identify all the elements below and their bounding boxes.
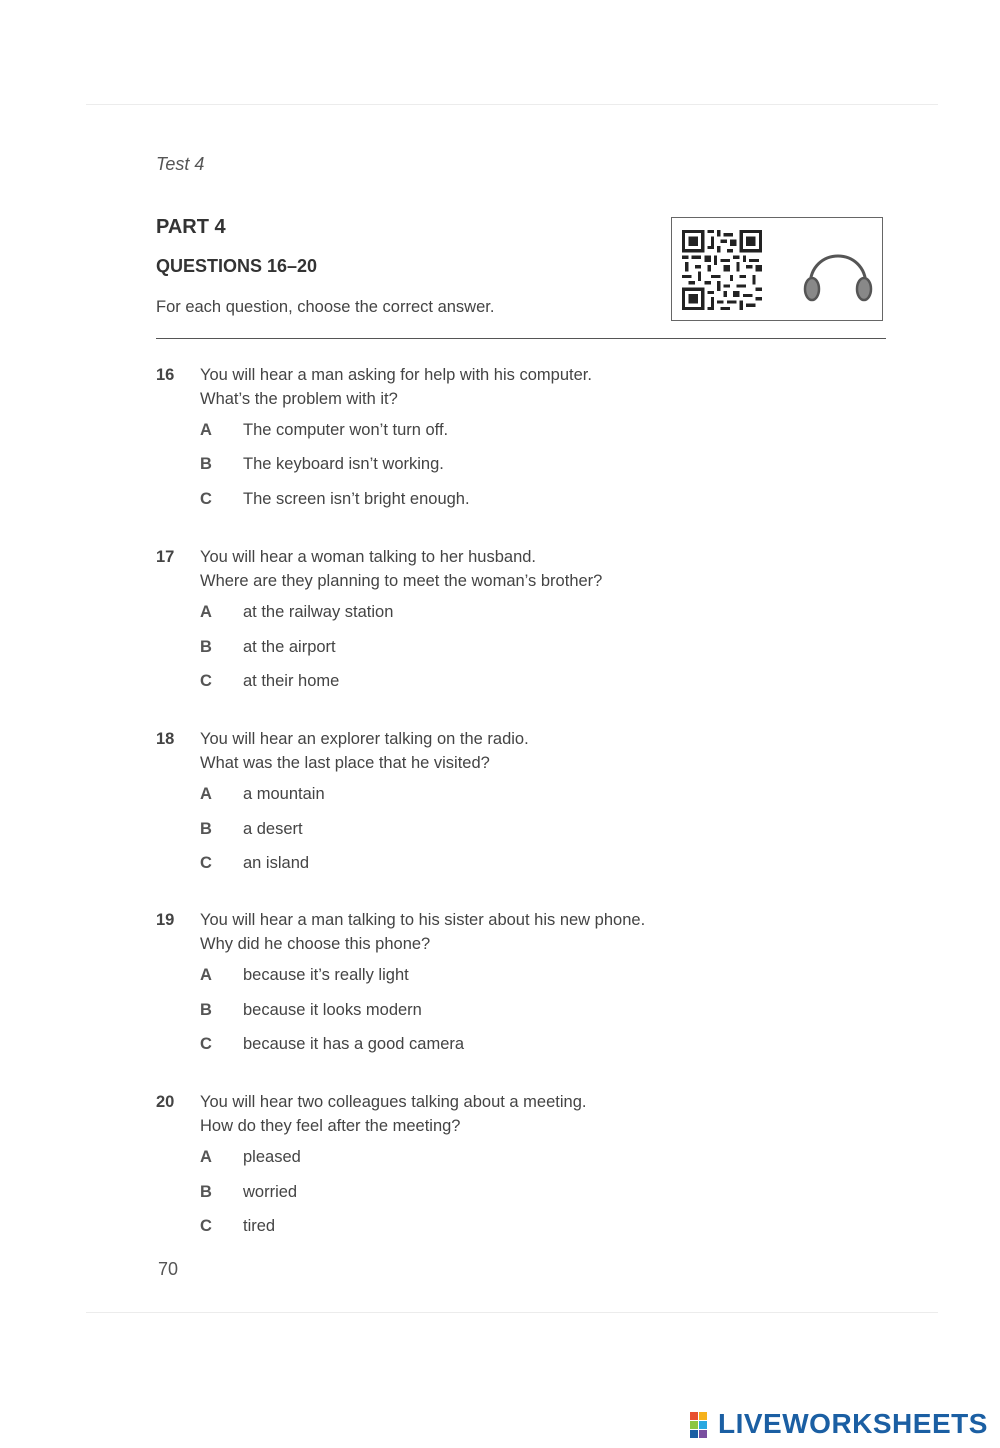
option-letter: C [200, 672, 212, 690]
question-number: 20 [156, 1093, 175, 1111]
option-letter: B [200, 820, 212, 838]
top-edge-rule [86, 104, 938, 105]
option-text: at their home [243, 672, 340, 690]
option-letter: A [200, 785, 212, 803]
option-letter: B [200, 1001, 212, 1019]
audio-box [671, 217, 883, 321]
liveworksheets-logo-icon [690, 1412, 716, 1438]
header-divider [156, 338, 886, 339]
question-context: You will hear a man asking for help with his computer. [200, 366, 592, 384]
option-text: a mountain [243, 785, 325, 803]
question-context: You will hear a woman talking to her husband. [200, 548, 537, 566]
option-text: pleased [243, 1148, 301, 1166]
option-text: at the airport [243, 638, 336, 656]
option-text: The screen isn’t bright enough. [243, 490, 470, 508]
question-prompt: Why did he choose this phone? [200, 935, 431, 953]
option-text: because it has a good camera [243, 1035, 465, 1053]
option-letter: C [200, 854, 212, 872]
question-prompt: How do they feel after the meeting? [200, 1117, 461, 1135]
option-letter: A [200, 421, 212, 439]
option-letter: A [200, 1148, 212, 1166]
question-prompt: What was the last place that he visited? [200, 754, 490, 772]
option-text: at the railway station [243, 603, 394, 621]
option-text: because it’s really light [243, 966, 409, 984]
question-context: You will hear two colleagues talking about a meeting. [200, 1093, 587, 1111]
question-number: 16 [156, 366, 175, 384]
option-letter: A [200, 603, 212, 621]
questions-title: QUESTIONS 16–20 [156, 256, 318, 276]
option-text: tired [243, 1217, 276, 1235]
option-letter: C [200, 490, 212, 508]
option-text: because it looks modern [243, 1001, 422, 1019]
test-label: Test 4 [156, 154, 205, 174]
bottom-edge-rule [86, 1312, 938, 1313]
instruction-text: For each question, choose the correct answer. [156, 298, 495, 316]
question-number: 17 [156, 548, 175, 566]
page-number: 70 [158, 1259, 179, 1279]
option-text: a desert [243, 820, 303, 838]
option-letter: B [200, 1183, 212, 1201]
option-letter: B [200, 455, 212, 473]
brand-name: LIVEWORKSHEETS [718, 1408, 988, 1439]
option-letter: B [200, 638, 212, 656]
question-number: 19 [156, 911, 175, 929]
headphones-icon [800, 238, 876, 306]
question-context: You will hear a man talking to his sister about his new phone. [200, 911, 646, 929]
part-title: PART 4 [156, 216, 226, 238]
option-letter: C [200, 1035, 212, 1053]
option-letter: C [200, 1217, 212, 1235]
option-text: The computer won’t turn off. [243, 421, 449, 439]
qr-code-icon[interactable] [682, 230, 762, 310]
option-letter: A [200, 966, 212, 984]
question-prompt: What’s the problem with it? [200, 390, 398, 408]
question-number: 18 [156, 730, 175, 748]
option-text: an island [243, 854, 310, 872]
question-prompt: Where are they planning to meet the woman’s brother? [200, 572, 603, 590]
question-context: You will hear an explorer talking on the radio. [200, 730, 529, 748]
option-text: The keyboard isn’t working. [243, 455, 444, 473]
option-text: worried [243, 1183, 298, 1201]
